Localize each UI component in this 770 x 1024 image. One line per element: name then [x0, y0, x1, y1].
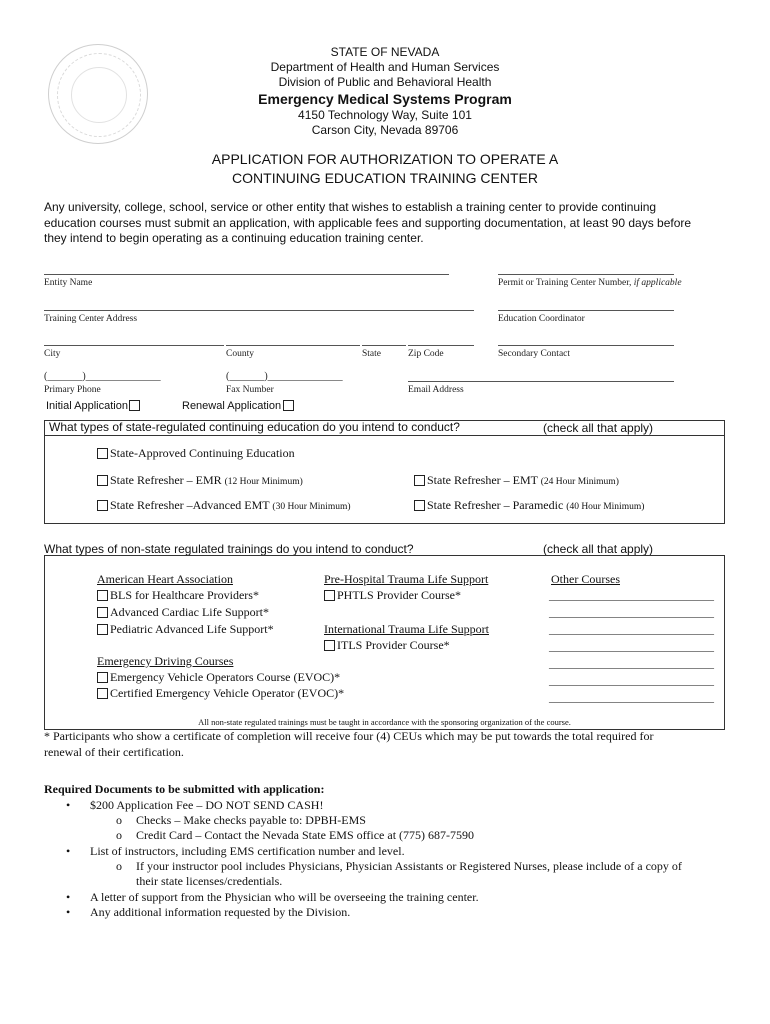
entity-name-input[interactable]: [44, 274, 449, 275]
evoc-option[interactable]: [97, 670, 340, 685]
other-course-input-7[interactable]: ______________________________: [549, 692, 714, 704]
req-additional: Any additional information requested by the Division.: [90, 905, 351, 919]
state-check-all: (check all that apply): [543, 421, 654, 435]
title-line2: CONTINUING EDUCATION TRAINING CENTER: [232, 170, 538, 186]
other-course-input-5[interactable]: ______________________________: [549, 658, 714, 670]
title-line1: APPLICATION FOR AUTHORIZATION TO OPERATE A: [211, 151, 559, 167]
initial-application-option[interactable]: [46, 400, 140, 412]
bullet-icon: •: [66, 890, 71, 904]
intro-line3: they intend to begin operating as a continuing education training center.: [44, 231, 424, 245]
cevo-checkbox[interactable]: [97, 688, 108, 699]
itls-label: ITLS Provider Course*: [337, 638, 450, 652]
refresher-aemt-note: (30 Hour Minimum): [272, 502, 351, 512]
email-input[interactable]: [408, 381, 674, 382]
header-address2: Carson City, Nevada 89706: [311, 123, 459, 137]
zip-label: Zip Code: [408, 349, 444, 359]
evoc-checkbox[interactable]: [97, 672, 108, 683]
req-letter: A letter of support from the Physician who will be overseeing the training center.: [90, 890, 479, 904]
pals-label: Pediatric Advanced Life Support*: [110, 622, 274, 636]
acls-label: Advanced Cardiac Life Support*: [110, 605, 269, 619]
primary-phone-label: Primary Phone: [44, 385, 101, 395]
state-approved-ce-checkbox[interactable]: [97, 448, 108, 459]
itls-option[interactable]: [324, 638, 450, 653]
header-program: Emergency Medical Systems Program: [258, 91, 512, 107]
entity-name-label: Entity Name: [44, 278, 93, 288]
permit-label-note: if applicable: [633, 278, 682, 288]
fax-number-label: Fax Number: [226, 385, 274, 395]
refresher-emt-option[interactable]: [414, 473, 619, 488]
sub-bullet-icon: o: [116, 859, 122, 873]
acls-option[interactable]: [97, 605, 269, 620]
phtls-label: PHTLS Provider Course*: [337, 588, 461, 602]
refresher-paramedic-checkbox[interactable]: [414, 500, 425, 511]
county-label: County: [226, 349, 254, 359]
acls-checkbox[interactable]: [97, 607, 108, 618]
address-label: Training Center Address: [44, 314, 138, 324]
header-division: Division of Public and Behavioral Health: [278, 75, 492, 89]
refresher-aemt-option[interactable]: [97, 498, 351, 513]
permit-label-text: Permit or Training Center Number,: [498, 278, 632, 288]
ceu-note-line1: * Participants who show a certificate of completion will receive four (4) CEUs which may be put towards the total required for: [44, 729, 654, 743]
required-docs-heading: Required Documents to be submitted with application:: [44, 782, 325, 796]
other-course-input-2[interactable]: ______________________________: [549, 607, 714, 619]
req-instructors: List of instructors, including EMS certification number and level.: [90, 844, 405, 858]
refresher-aemt-checkbox[interactable]: [97, 500, 108, 511]
itls-checkbox[interactable]: [324, 640, 335, 651]
itls-heading: International Trauma Life Support: [324, 622, 489, 636]
cevo-label: Certified Emergency Vehicle Operator (EVOC)*: [110, 686, 345, 700]
refresher-emt-label: State Refresher – EMT: [427, 473, 538, 487]
refresher-emr-checkbox[interactable]: [97, 475, 108, 486]
zip-input[interactable]: [408, 345, 474, 346]
req-card: Credit Card – Contact the Nevada State EMS office at (775) 687-7590: [136, 828, 475, 842]
req-pool-line2: their state licenses/credentials.: [136, 874, 283, 888]
ceu-note: [44, 729, 653, 760]
letterhead: [185, 45, 585, 138]
county-input[interactable]: [226, 345, 360, 346]
initial-application-checkbox[interactable]: [129, 400, 140, 411]
initial-application-label: Initial Application: [46, 400, 128, 412]
other-courses-heading: Other Courses: [551, 572, 620, 586]
req-checks: Checks – Make checks payable to: DPBH-EMS: [136, 813, 366, 827]
intro-text: [44, 200, 691, 247]
permit-number-input[interactable]: [498, 274, 674, 275]
state-seal: [48, 44, 148, 144]
education-coordinator-input[interactable]: [498, 310, 674, 311]
training-center-address-input[interactable]: [44, 310, 474, 311]
state-input[interactable]: [362, 345, 406, 346]
renewal-application-label: Renewal Application: [182, 400, 282, 412]
form-title: [85, 150, 685, 188]
cevo-option[interactable]: [97, 686, 344, 701]
req-fee: $200 Application Fee – DO NOT SEND CASH!: [90, 798, 324, 812]
state-question-divider: [44, 435, 725, 436]
state-label: State: [362, 349, 381, 359]
header-dept: Department of Health and Human Services: [270, 60, 500, 74]
coordinator-label: Education Coordinator: [498, 314, 585, 324]
other-course-input-3[interactable]: ______________________________: [549, 624, 714, 636]
email-label: Email Address: [408, 385, 464, 395]
other-course-input-1[interactable]: ______________________________: [549, 590, 714, 602]
bullet-icon: •: [66, 798, 71, 812]
city-input[interactable]: [44, 345, 224, 346]
nonstate-footnote: All non-state regulated trainings must be taught in accordance with the sponsoring organization of the course.: [198, 717, 571, 727]
permit-number-label: [498, 278, 682, 288]
intro-line2: education courses must submit an application, with applicable fees and supporting documentation, at least 90 days before: [44, 215, 692, 230]
bullet-icon: •: [66, 905, 71, 919]
bls-label: BLS for Healthcare Providers*: [110, 588, 259, 602]
header-state: STATE OF NEVADA: [330, 45, 440, 59]
intro-line1: Any university, college, school, service or other entity that wishes to establish a training center to provide continuing: [44, 200, 657, 214]
req-pool-line1: If your instructor pool includes Physicians, Physician Assistants or Registered Nurses, please include of a copy of: [136, 859, 682, 873]
state-approved-ce-option[interactable]: [97, 446, 295, 461]
pals-option[interactable]: [97, 622, 274, 637]
refresher-paramedic-note: (40 Hour Minimum): [566, 502, 645, 512]
other-course-input-6[interactable]: ______________________________: [549, 675, 714, 687]
ceu-note-line2: renewal of their certification.: [44, 744, 184, 759]
other-course-input-4[interactable]: ______________________________: [549, 641, 714, 653]
phtls-option[interactable]: [324, 588, 461, 603]
bullet-icon: •: [66, 844, 71, 858]
aha-heading: American Heart Association: [97, 572, 233, 586]
refresher-emt-note: (24 Hour Minimum): [540, 477, 619, 487]
refresher-paramedic-option[interactable]: [414, 498, 644, 513]
fax-number-input[interactable]: (_______)_______________: [226, 371, 343, 382]
header-address1: 4150 Technology Way, Suite 101: [298, 108, 472, 122]
driving-heading: Emergency Driving Courses: [97, 654, 234, 668]
renewal-application-option[interactable]: [182, 400, 294, 412]
nonstate-question: What types of non-state regulated trainings do you intend to conduct?: [44, 542, 414, 556]
state-approved-ce-label: State-Approved Continuing Education: [110, 446, 295, 460]
refresher-emr-note: (12 Hour Minimum): [224, 477, 303, 487]
refresher-aemt-label: State Refresher –Advanced EMT: [110, 498, 270, 512]
phtls-checkbox[interactable]: [324, 590, 335, 601]
secondary-contact-input[interactable]: [498, 345, 674, 346]
state-question: What types of state-regulated continuing education do you intend to conduct?: [49, 420, 460, 434]
nonstate-check-all: (check all that apply): [543, 542, 654, 556]
bls-option[interactable]: [97, 588, 259, 603]
sub-bullet-icon: o: [116, 813, 122, 827]
secondary-contact-label: Secondary Contact: [498, 349, 571, 359]
primary-phone-input[interactable]: (_______)_______________: [44, 371, 161, 382]
bls-checkbox[interactable]: [97, 590, 108, 601]
renewal-application-checkbox[interactable]: [283, 400, 294, 411]
pals-checkbox[interactable]: [97, 624, 108, 635]
refresher-emr-label: State Refresher – EMR: [110, 473, 222, 487]
phtls-heading: Pre-Hospital Trauma Life Support: [324, 572, 489, 586]
refresher-emr-option[interactable]: [97, 473, 303, 488]
refresher-paramedic-label: State Refresher – Paramedic: [427, 498, 564, 512]
evoc-label: Emergency Vehicle Operators Course (EVOC)*: [110, 670, 341, 684]
refresher-emt-checkbox[interactable]: [414, 475, 425, 486]
sub-bullet-icon: o: [116, 828, 122, 842]
city-label: City: [44, 349, 61, 359]
